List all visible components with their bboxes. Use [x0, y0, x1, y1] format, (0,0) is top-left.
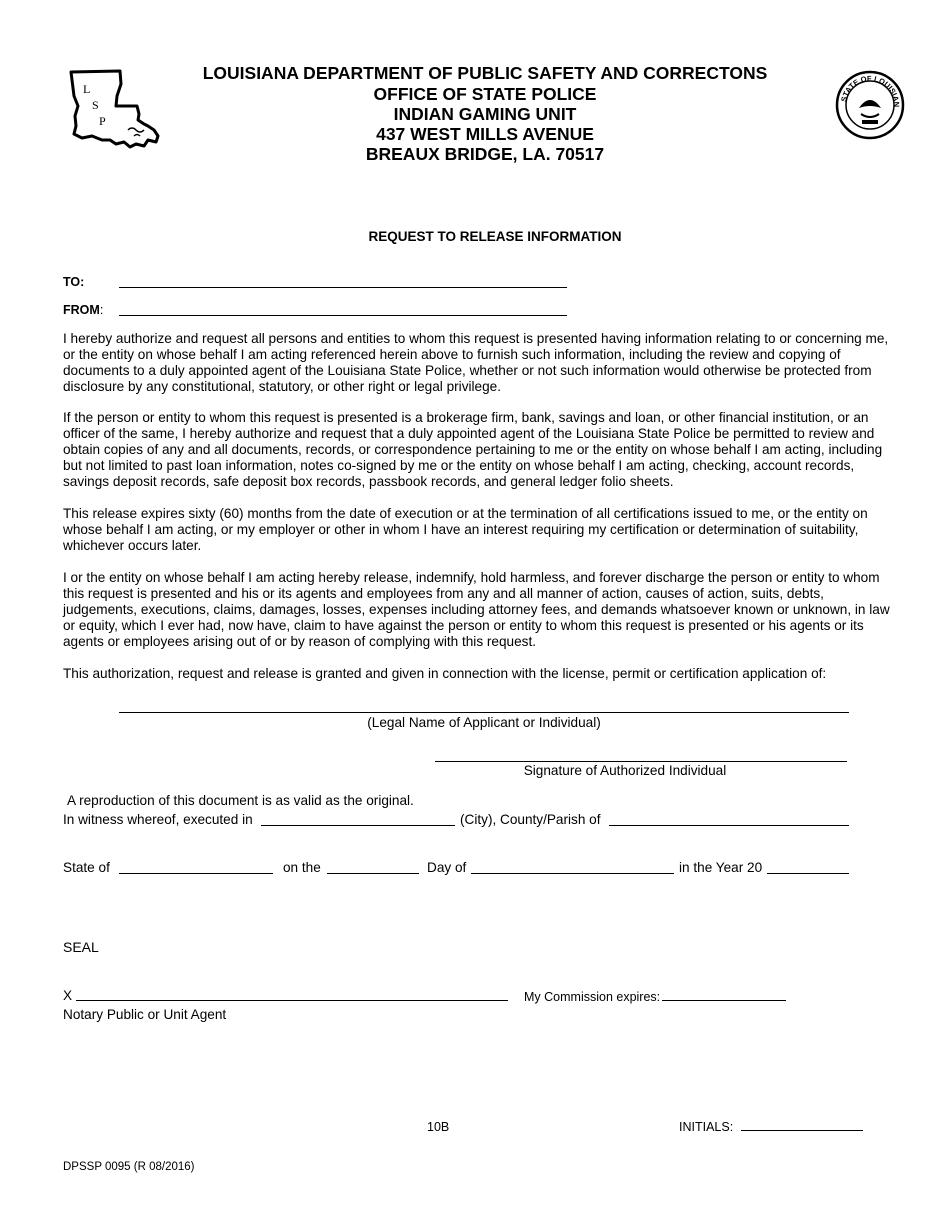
paragraph-release: I or the entity on whose behalf I am acting hereby release, indemnify, hold harmless, and forever discharge the person or entity to whom this request is presented and his or its agents and employees from any and all manner of action, causes of action, suits, debts, judgements, executions, claims, damages, losses, expenses including attorney fees, and demands whatsoever known or unknown, in law or equity, which I ever had, now have, claim to have against the person or entity to whom this request is presented or his agents or its agents or employees arising out of or by reason of complying with this request.: [63, 570, 890, 649]
witness-label: In witness whereof, executed in: [63, 812, 253, 827]
louisiana-seal-icon: [835, 70, 905, 140]
day-number-field[interactable]: [327, 873, 419, 874]
signature-field[interactable]: [435, 761, 847, 762]
paragraph-expiration: This release expires sixty (60) months from the date of execution or at the termination of all certifications issued to me, or the entity on whose behalf I am acting, or my employer or other in whom I have an interest requiring my certification or determination of suitability, whichever occurs later.: [63, 506, 868, 553]
on-the-label: on the: [283, 860, 321, 875]
legal-name-field[interactable]: [119, 712, 849, 713]
day-of-label: Day of: [427, 860, 467, 875]
state-field[interactable]: [119, 873, 273, 874]
month-field[interactable]: [471, 873, 674, 874]
header-unit: INDIAN GAMING UNIT: [393, 104, 577, 124]
form-title: REQUEST TO RELEASE INFORMATION: [368, 229, 622, 244]
commission-label: My Commission expires:: [524, 990, 661, 1004]
louisiana-map-icon: [64, 66, 164, 154]
lsp-logo: [64, 66, 164, 154]
state-seal: [835, 70, 905, 140]
from-label: FROM: [63, 303, 100, 317]
header-city: BREAUX BRIDGE, LA. 70517: [365, 144, 605, 164]
year-field[interactable]: [767, 873, 849, 874]
seal-label: SEAL: [63, 939, 99, 955]
reproduction-note: A reproduction of this document is as valid as the original.: [67, 793, 414, 808]
commission-date-field[interactable]: [662, 1000, 786, 1001]
paragraph-application: This authorization, request and release is granted and given in connection with the license, permit or certification application of:: [63, 666, 827, 681]
to-label: TO:: [63, 275, 85, 289]
initials-label: INITIALS:: [679, 1120, 734, 1134]
year-label: in the Year 20: [679, 860, 763, 875]
logo-letter-l: L: [83, 82, 91, 96]
from-label-wrap: [63, 303, 103, 317]
header-department: LOUISIANA DEPARTMENT OF PUBLIC SAFETY AND CORRECTONS: [202, 63, 768, 83]
header-street: 437 WEST MILLS AVENUE: [376, 124, 594, 144]
page-code: 10B: [427, 1120, 450, 1134]
legal-name-caption: (Legal Name of Applicant or Individual): [367, 715, 601, 730]
notary-signature-field[interactable]: [76, 1000, 508, 1001]
notary-caption: Notary Public or Unit Agent: [63, 1007, 227, 1022]
from-colon: :: [99, 303, 104, 317]
paragraph-authorization: I hereby authorize and request all persons and entities to whom this request is presented having information relating to or concerning me, or the entity on whose behalf I am acting referenced herein above to furnish such information, including the review and copying of documents to a duly appointed agent of the Louisiana State Police, whether or not such information would otherwise be protected from disclosure by any constitutional, statutory, or other right or legal privilege.: [63, 331, 889, 394]
header-office: OFFICE OF STATE POLICE: [373, 84, 597, 104]
initials-field[interactable]: [741, 1130, 863, 1131]
seal-text: STATE OF LOUISIAN: [839, 73, 902, 108]
city-county-label: (City), County/Parish of: [460, 812, 601, 827]
x-mark: X: [63, 988, 73, 1003]
signature-caption: Signature of Authorized Individual: [523, 763, 727, 778]
logo-letter-p: P: [99, 114, 106, 128]
paragraph-financial: If the person or entity to whom this request is presented is a brokerage firm, bank, savings and loan, or other financial institution, or an officer of the same, I hereby authorize and request that a duly appointed agent of the Louisiana State Police be permitted to review and obtain copies of any and all documents, records, or correspondence pertaining to me or the entity on whose behalf I am acting, including but not limited to past loan information, notes co-signed by me or the entity on whose behalf I am acting, checking, account records, savings deposit records, safe deposit box records, passbook records, and general ledger folio sheets.: [63, 410, 883, 489]
county-parish-field[interactable]: [609, 825, 849, 826]
to-field[interactable]: [119, 287, 567, 288]
form-number: DPSSP 0095 (R 08/2016): [63, 1161, 195, 1173]
logo-letter-s: S: [92, 98, 99, 112]
executed-city-field[interactable]: [261, 825, 455, 826]
from-field[interactable]: [119, 315, 567, 316]
state-of-label: State of: [63, 860, 110, 875]
